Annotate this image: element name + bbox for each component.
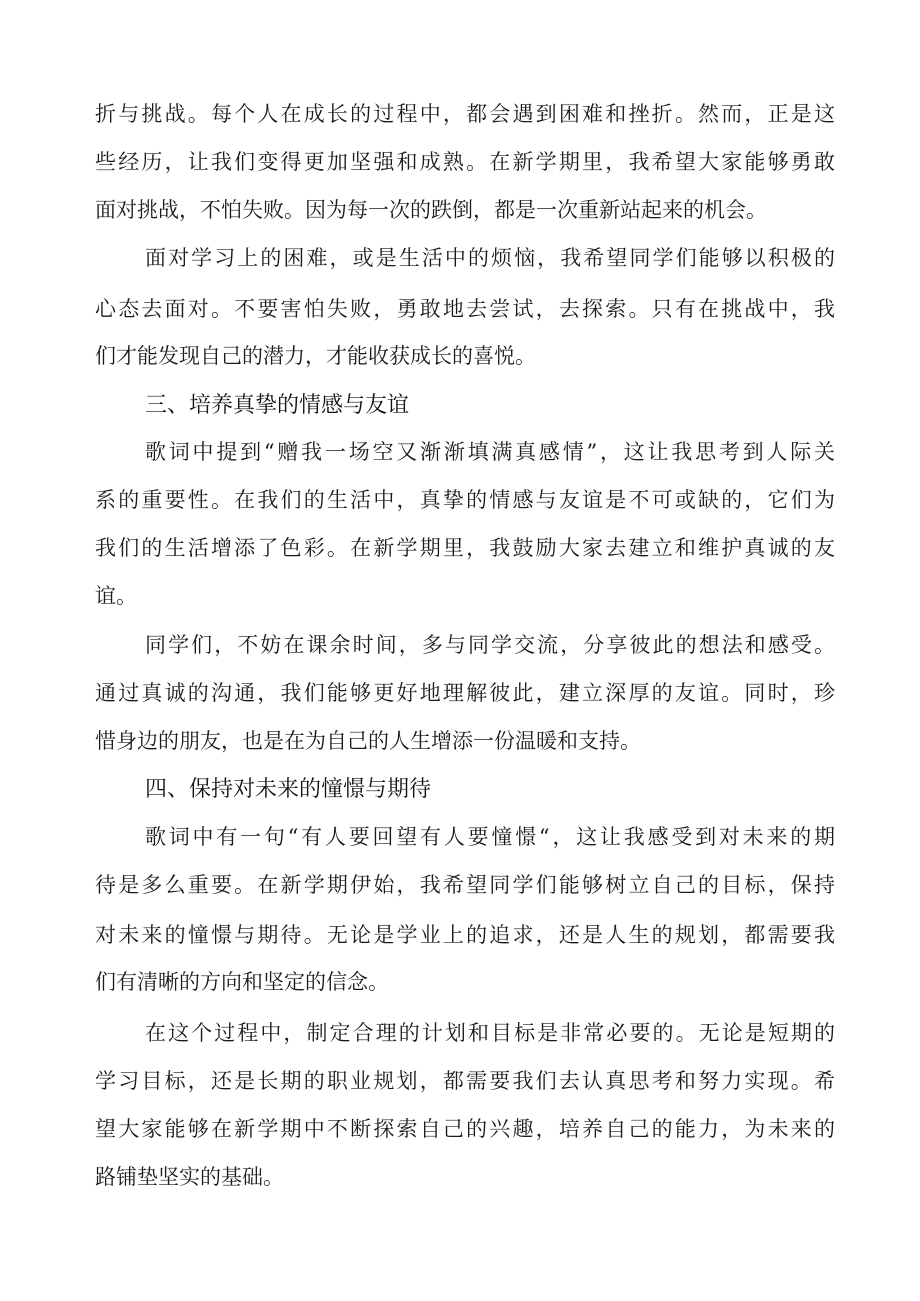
paragraph-line: 歌词中提到“赠我一场空又渐渐填满真感情”，这让我思考到人际关 — [145, 440, 835, 464]
paragraph-line: 些经历，让我们变得更加坚强和成熟。在新学期里，我希望大家能够勇敢 — [95, 150, 835, 174]
paragraph-line: 望大家能够在新学期中不断探索自己的兴趣，培养自己的能力，为未来的 — [95, 1117, 835, 1141]
section-heading: 四、保持对未来的憧憬与期待 — [145, 777, 432, 802]
paragraph-line: 系的重要性。在我们的生活中，真挚的情感与友谊是不可或缺的，它们为 — [95, 488, 835, 512]
paragraph-line: 路铺垫坚实的基础。 — [95, 1165, 284, 1189]
paragraph-line: 们才能发现自己的潜力，才能收获成长的喜悦。 — [95, 344, 536, 368]
paragraph-line: 心态去面对。不要害怕失败，勇敢地去尝试，去探索。只有在挑战中，我 — [95, 297, 835, 321]
paragraph-line: 我们的生活增添了色彩。在新学期里，我鼓励大家去建立和维护真诚的友 — [95, 536, 835, 560]
paragraph-line: 通过真诚的沟通，我们能够更好地理解彼此，建立深厚的友谊。同时，珍 — [95, 681, 835, 705]
paragraph-line: 学习目标，还是长期的职业规划，都需要我们去认真思考和努力实现。希 — [95, 1069, 835, 1093]
paragraph-line: 谊。 — [95, 584, 137, 608]
section-heading: 三、培养真挚的情感与友谊 — [145, 393, 410, 418]
paragraph-line: 面对挑战，不怕失败。因为每一次的跌倒，都是一次重新站起来的机会。 — [95, 198, 767, 222]
paragraph-line: 同学们，不妨在课余时间，多与同学交流，分享彼此的想法和感受。 — [145, 633, 835, 657]
paragraph-line: 待是多么重要。在新学期伊始，我希望同学们能够树立自己的目标，保持 — [95, 873, 835, 897]
paragraph-line: 们有清晰的方向和坚定的信念。 — [95, 970, 389, 994]
paragraph-line: 惜身边的朋友，也是在为自己的人生增添一份温暖和支持。 — [95, 729, 641, 753]
paragraph-line: 面对学习上的困难，或是生活中的烦恼，我希望同学们能够以积极的 — [145, 246, 835, 270]
paragraph-line: 在这个过程中，制定合理的计划和目标是非常必要的。无论是短期的 — [145, 1021, 835, 1045]
paragraph-line: 对未来的憧憬与期待。无论是学业上的追求，还是人生的规划，都需要我 — [95, 923, 835, 947]
paragraph-line: 折与挑战。每个人在成长的过程中，都会遇到困难和挫折。然而，正是这 — [95, 102, 835, 126]
paragraph-line: 歌词中有一句“有人要回望有人要憧憬“，这让我感受到对未来的期 — [145, 825, 835, 849]
